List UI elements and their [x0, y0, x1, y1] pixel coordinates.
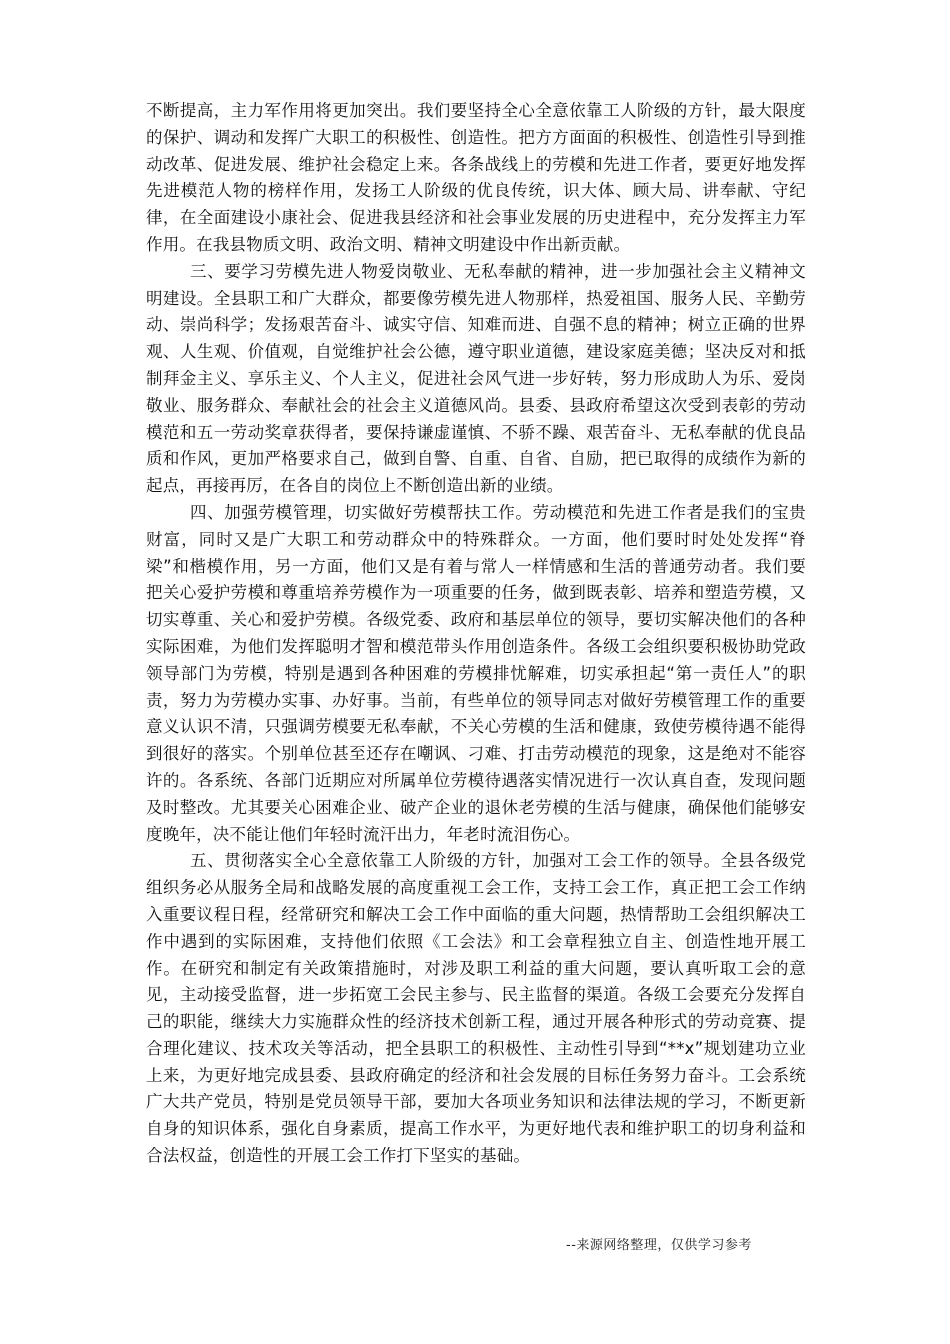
paragraph-section-three: 三、要学习劳模先进人物爱岗敬业、无私奉献的精神，进一步加强社会主义精神文明建设。全县职工和广大群众，都要像劳模先进人物那样，热爱祖国、服务人民、辛勤劳动、崇尚科学；发扬艰苦奋斗、诚实守信、知难而进、自强不息的精神；树立正确的世界观、人生观、价值观，自觉维护社会公德，遵守职业道德，建设家庭美德；坚决反对和抵制拜金主义、享乐主义、个人主义，促进社会风气进一步好转，努力形成助人为乐、爱岗敬业、服务群众、奉献社会的社会主义道德风尚。县委、县政府希望这次受到表彰的劳动模范和五一劳动奖章获得者，要保持谦虚谨慎、不骄不躁、艰苦奋斗、无私奉献的优良品质和作风，更加严格要求自己，做到自警、自重、自省、自励，把已取得的成绩作为新的起点，再接再厉，在各自的岗位上不断创造出新的业绩。	[146, 261, 806, 496]
paragraph-section-five: 五、贯彻落实全心全意依靠工人阶级的方针，加强对工会工作的领导。全县各级党组织务必从服务全局和战略发展的高度重视工会工作，支持工会工作，真正把工会工作纳入重要议程日程，经常研究和解决工会工作中面临的重大问题，热情帮助工会组织解决工作中遇到的实际困难，支持他们依照《工会法》和工会章程独立自主、创造性地开展工作。在研究和制定有关政策措施时，对涉及职工利益的重大问题，要认真听取工会的意见，主动接受监督，进一步拓宽工会民主参与、民主监督的渠道。各级工会要充分发挥自己的职能，继续大力实施群众性的经济技术创新工程，通过开展各种形式的劳动竞赛、提合理化建议、技术攻关等活动，把全县职工的积极性、主动性引导到“**x”规划建功立业上来，为更好地完成县委、县政府确定的经济和社会发展的目标任务努力奋斗。工会系统广大共产党员，特别是党员领导干部，要加大各项业务知识和法律法规的学习，不断更新自身的知识体系，强化自身素质，提高工作水平，为更好地代表和维护职工的切身利益和合法权益，创造性的开展工会工作打下坚实的基础。	[146, 851, 806, 1166]
paragraph-continuation: 不断提高，主力军作用将更加突出。我们要坚持全心全意依靠工人阶级的方针，最大限度的保护、调动和发挥广大职工的积极性、创造性。把方方面面的积极性、创造性引导到推动改革、促进发展、维护社会稳定上来。各条战线上的劳模和先进工作者，要更好地发挥先进模范人物的榜样作用，发扬工人阶级的优良传统，识大体、顾大局、讲奉献、守纪律，在全面建设小康社会、促进我县经济和社会事业发展的历史进程中，充分发挥主力军作用。在我县物质文明、政治文明、精神文明建设中作出新贡献。	[146, 101, 806, 254]
document-body	[146, 98, 806, 1170]
source-footer-note: --来源网络整理，仅供学习参考	[566, 1238, 752, 1253]
paragraph-section-four: 四、加强劳模管理，切实做好劳模帮扶工作。劳动模范和先进工作者是我们的宝贵财富，同时又是广大职工和劳动群众中的特殊群众。一方面，他们要时时处处发挥“脊梁”和楷模作用，另一方面，他们又是有着与常人一样情感和生活的普通劳动者。我们要把关心爱护劳模和尊重培养劳模作为一项重要的任务，做到既表彰、培养和塑造劳模，又切实尊重、关心和爱护劳模。各级党委、政府和基层单位的领导，要切实解决他们的各种实际困难，为他们发挥聪明才智和模范带头作用创造条件。各级工会组织要积极协助党政领导部门为劳模，特别是遇到各种困难的劳模排忧解难，切实承担起“第一责任人”的职责，努力为劳模办实事、办好事。当前，有些单位的领导同志对做好劳模管理工作的重要意义认识不清，只强调劳模要无私奉献，不关心劳模的生活和健康，致使劳模待遇不能得到很好的落实。个别单位甚至还存在嘲讽、刁难、打击劳动模范的现象，这是绝对不能容许的。各系统、各部门近期应对所属单位劳模待遇落实情况进行一次认真自查，发现问题及时整改。尤其要关心困难企业、破产企业的退休老劳模的生活与健康，确保他们能够安度晚年，决不能让他们年轻时流汗出力，年老时流泪伤心。	[146, 502, 806, 844]
